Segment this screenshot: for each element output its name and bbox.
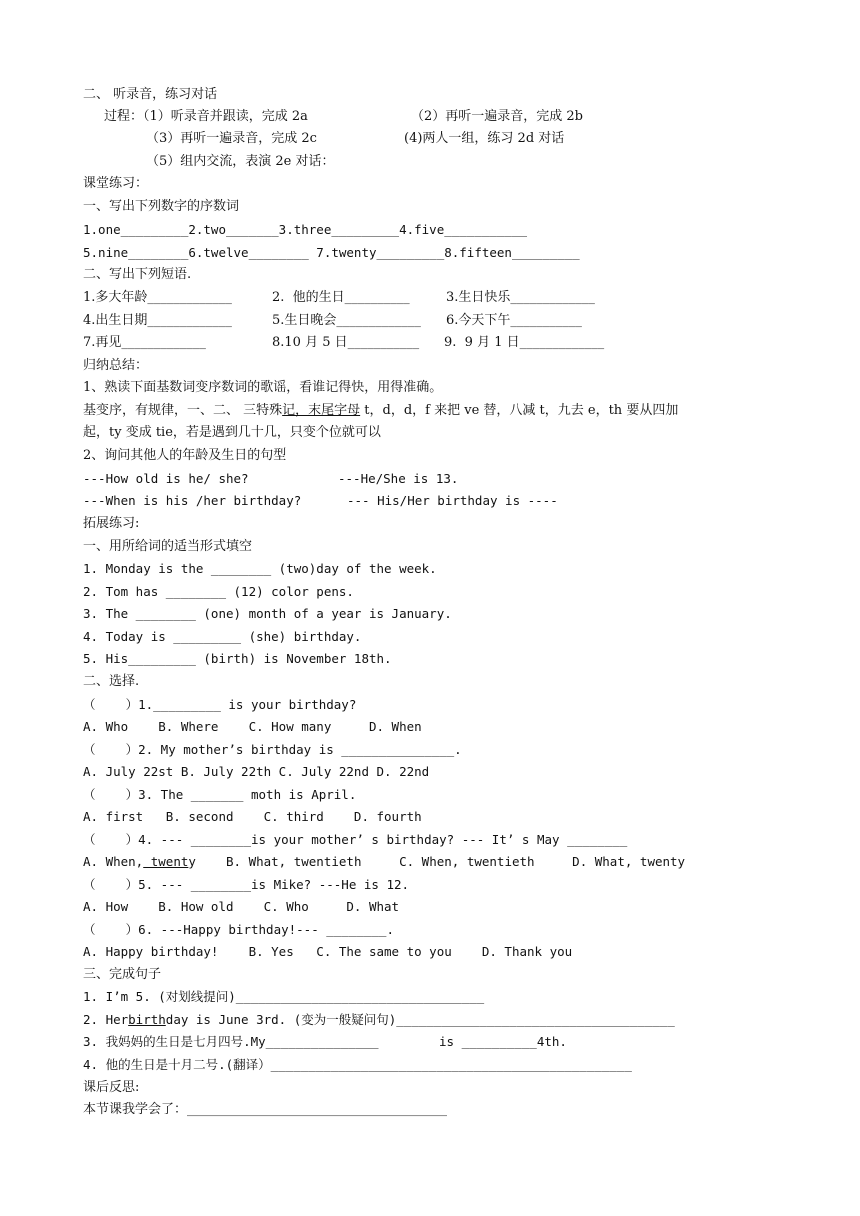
section-heading-extension: 拓展练习:: [83, 516, 140, 531]
exercise-heading-ordinals: 一、写出下列数字的序数词: [83, 199, 240, 214]
sentence-item-2-b: day is June 3rd. (变为一般疑问句)_____________________________________: [165, 1012, 675, 1027]
choice-options-3: A. first B. second C. third D. fourth: [83, 809, 422, 824]
choice-question-6: （ ）6. ---Happy birthday!--- ________.: [83, 922, 394, 937]
rhyme-line-2: 起，ty 变成 tie，若是遇到几十几，只变个位就可以: [83, 425, 381, 440]
sentence-item-4: 4. 他的生日是十月二号.(翻译）________________________________________________: [83, 1057, 632, 1072]
choice-options-5: A. How B. How old C. Who D. What: [83, 899, 400, 914]
choice-options-1: A. Who B. Where C. How many D. When: [83, 719, 422, 734]
process-step-5: （5）组内交流，表演 2e 对话：: [146, 154, 335, 169]
sentence-item-2: [83, 1012, 675, 1028]
exercise-heading-complete-sentences: 三、完成句子: [83, 967, 162, 982]
choice-options-4-underlined: twent: [143, 854, 189, 869]
fill-item-1: 1. Monday is the ________ (two)day of the week.: [83, 561, 437, 576]
pattern-birthday-question: ---When is his /her birthday?: [83, 493, 302, 508]
choice-question-1: （ ）1._________ is your birthday?: [83, 697, 357, 712]
sentence-item-2-underlined: birth: [128, 1012, 166, 1027]
rhyme-text-a: 基变序，有规律，一、二、 三特殊: [83, 403, 283, 418]
rhyme-text-b: t，d，d，f 来把 ve 替，八减 t，九去 e，th 要从四加: [360, 403, 679, 418]
pattern-age-answer: ---He/She is 13.: [338, 471, 459, 486]
choice-options-2: A. July 22st B. July 22th C. July 22nd D. 22nd: [83, 764, 430, 779]
phrase-item-6: 6.今天下午___________: [446, 313, 582, 328]
choice-options-6: A. Happy birthday! B. Yes C. The same to you D. Thank you: [83, 944, 573, 959]
ordinal-row-2: 5.nine________6.twelve________ 7.twenty_________8.fifteen_________: [83, 245, 580, 260]
fill-item-3: 3. The ________ (one) month of a year is January.: [83, 606, 452, 621]
choice-question-2: （ ）2. My mother’s birthday is _______________.: [83, 742, 462, 757]
section-heading-class-practice: 课堂练习：: [83, 176, 149, 191]
phrase-item-3: 3.生日快乐_____________: [446, 290, 595, 305]
sentence-item-3: 3. 我妈妈的生日是七月四号.My_______________: [83, 1034, 379, 1049]
choice-question-5: （ ）5. --- ________is Mike? ---He is 12.: [83, 877, 410, 892]
section-heading-listening: 二、 听录音，练习对话: [83, 87, 218, 102]
fill-item-2: 2. Tom has ________ (12) color pens.: [83, 584, 354, 599]
phrase-item-2: 2. 他的生日__________: [272, 290, 410, 305]
fill-item-5: 5. His_________ (birth) is November 18th.: [83, 651, 392, 666]
sentence-item-1: 1. I’m 5. (对划线提问)_________________________________: [83, 989, 485, 1004]
fill-item-4: 4. Today is _________ (she) birthday.: [83, 629, 362, 644]
rhyme-underlined: 记，末尾字母: [282, 403, 361, 418]
summary-point-2: 2、询问其他人的年龄及生日的句型: [83, 448, 287, 463]
reflection-prompt: 本节课我学会了：________________________________________: [83, 1102, 448, 1117]
process-step-3: （3）再听一遍录音，完成 2c: [146, 131, 317, 146]
pattern-age-question: ---How old is he/ she?: [83, 471, 249, 486]
exercise-heading-fill-in: 一、用所给词的适当形式填空: [83, 539, 253, 554]
phrase-item-5: 5.生日晚会_____________: [272, 313, 421, 328]
choice-options-4-a: A. When,: [83, 854, 144, 869]
phrase-item-7: 7.再见_____________: [83, 335, 206, 350]
phrase-item-4: 4.出生日期_____________: [83, 313, 232, 328]
choice-options-4: [83, 854, 685, 870]
phrase-item-9: 9. 9 月 1 日_____________: [444, 335, 605, 350]
exercise-heading-phrases: 二、写出下列短语.: [83, 267, 192, 282]
pattern-birthday-answer: --- His/Her birthday is ----: [347, 493, 558, 508]
sentence-item-2-a: 2. Her: [83, 1012, 129, 1027]
choice-question-3: （ ）3. The _______ moth is April.: [83, 787, 357, 802]
process-step-1: 过程：（1）听录音并跟读，完成 2a: [104, 109, 308, 124]
section-heading-reflection: 课后反思:: [83, 1080, 140, 1095]
process-step-2: （2）再听一遍录音，完成 2b: [411, 109, 583, 124]
choice-question-4: （ ）4. --- ________is your mother’ s birthday? --- It’ s May ________: [83, 832, 628, 847]
exercise-heading-choice: 二、选择.: [83, 674, 140, 689]
ordinal-row-1: 1.one_________2.two_______3.three_________4.five___________: [83, 222, 528, 237]
process-step-4: (4)两人一组，练习 2d 对话: [404, 131, 565, 146]
choice-options-4-b: y B. What, twentieth C. When, twentieth D. What, twenty: [188, 854, 686, 869]
sentence-item-3-tail: is __________4th.: [439, 1034, 567, 1049]
rhyme-line-1: [83, 403, 678, 419]
section-heading-summary: 归纳总结：: [83, 358, 149, 373]
phrase-item-8: 8.10 月 5 日___________: [272, 335, 420, 350]
summary-point-1: 1、熟读下面基数词变序数词的歌谣，看谁记得快，用得准确。: [83, 380, 443, 395]
phrase-item-1: 1.多大年龄_____________: [83, 290, 232, 305]
